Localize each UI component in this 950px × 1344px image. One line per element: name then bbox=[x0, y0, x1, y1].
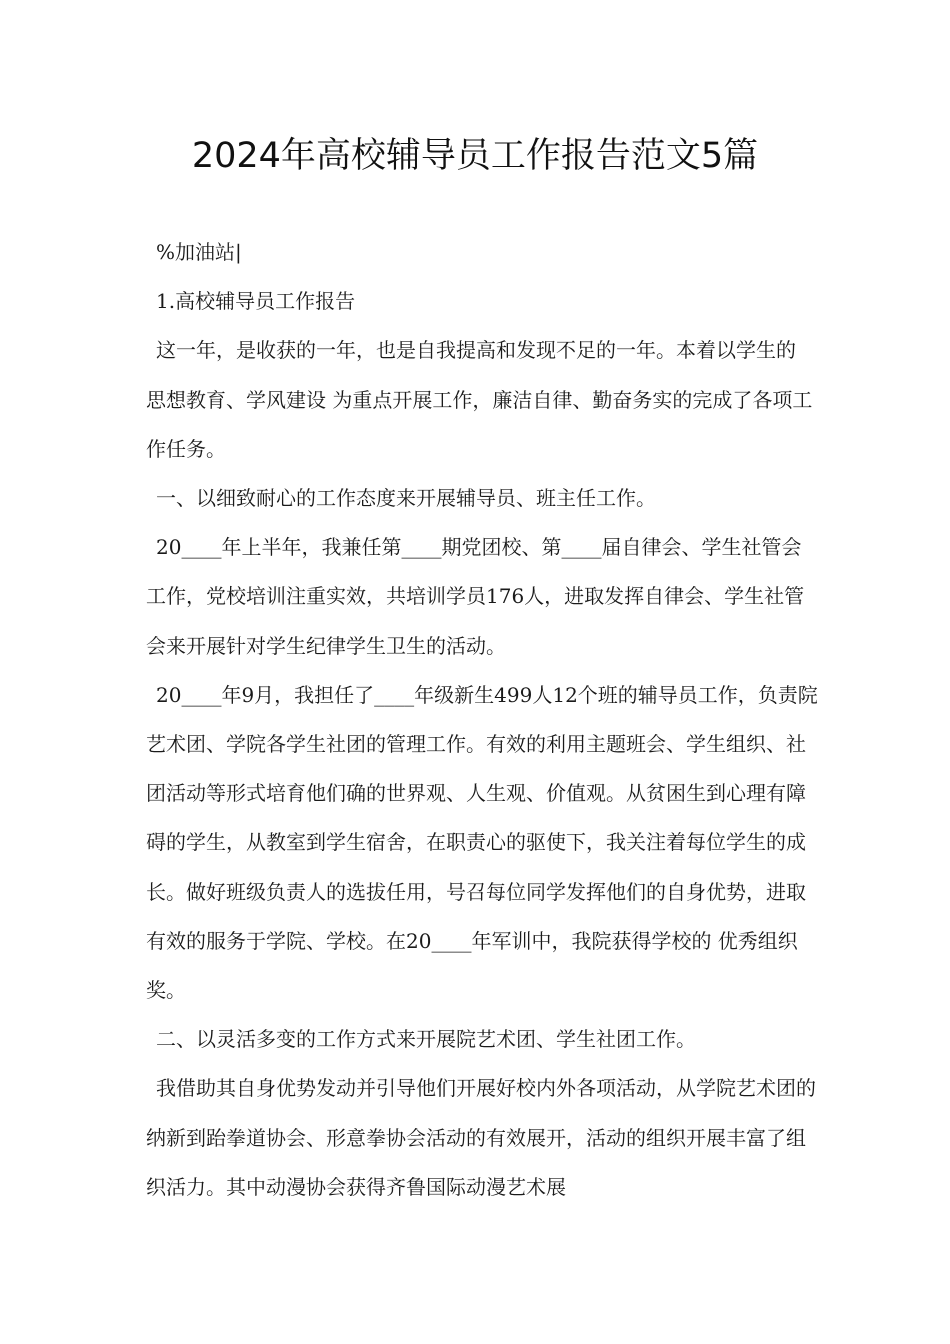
paragraph: 这一年，是收获的一年，也是自我提高和发现不足的一年。本着以学生的 思想教育、学风建设 为重点开展工作，廉洁自律、勤奋务实的完成了各项工作任务。 bbox=[146, 338, 813, 461]
paragraph: 20____年上半年，我兼任第____期党团校、第____届自律会、学生社管会工作，党校培训注重实效，共培训学员176人，进取发挥自律会、学生社管会来开展针对学生纪律学生卫生的活动。 bbox=[146, 535, 805, 658]
section-heading: 1.高校辅导员工作报告 bbox=[156, 289, 356, 314]
document-title: 2024年高校辅导员工作报告范文5篇 bbox=[191, 136, 759, 176]
section-heading: 一、以细致耐心的工作态度来开展辅导员、班主任工作。 bbox=[156, 486, 656, 511]
document-body bbox=[146, 228, 818, 1212]
paragraph: 20____年9月，我担任了____年级新生499人12个班的辅导员工作，负责院艺术团、学院各学生社团的管理工作。有效的利用主题班会、学生组织、社团活动等形式培育他们确的世界观、人生观、价值观。从贫困生到心理有障碍的学生，从教室到学生宿舍，在职责心的驱使下，我关注着每位学生的成长。做好班级负责人的选拔任用，号召每位同学发挥他们的自身优势，进取有效的服务于学院、学校。在20____年军训中，我院获得学校的 优秀组织 奖。 bbox=[146, 682, 818, 1003]
section-heading: 二、以灵活多变的工作方式来开展院艺术团、学生社团工作。 bbox=[156, 1027, 696, 1052]
paragraph: 我借助其自身优势发动并引导他们开展好校内外各项活动，从学院艺术团的纳新到跆拳道协会、形意拳协会活动的有效展开，活动的组织开展丰富了组织活力。其中动漫协会获得齐鲁国际动漫艺术展 bbox=[146, 1076, 816, 1199]
site-watermark-text: %加油站| bbox=[156, 240, 242, 264]
